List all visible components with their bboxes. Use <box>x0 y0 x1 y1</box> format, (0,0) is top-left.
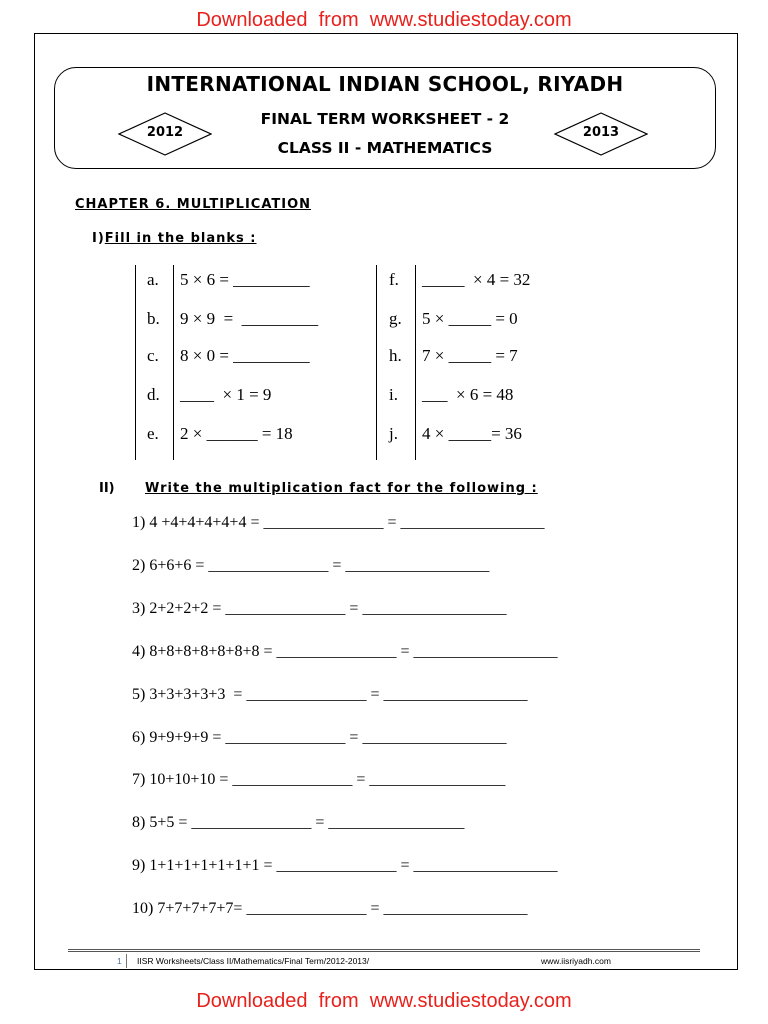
blank-label: c. <box>147 346 159 365</box>
blank-question: _____ × 4 = 32 <box>422 270 531 289</box>
fact-item: 6) 9+9+9+9 = _______________ = __________________ <box>132 729 507 746</box>
fact-item: 8) 5+5 = _______________ = _________________ <box>132 814 465 831</box>
blank-question: 9 × 9 = _________ <box>180 309 319 328</box>
blank-label: b. <box>147 309 160 328</box>
section1-heading <box>92 231 257 246</box>
blank-question: 7 × _____ = 7 <box>422 346 518 365</box>
year-right: 2013 <box>582 125 620 140</box>
fact-item: 4) 8+8+8+8+8+8+8 = _______________ = __________________ <box>132 643 558 660</box>
fact-item: 7) 10+10+10 = _______________ = _________________ <box>132 771 506 788</box>
fact-item: 1) 4 +4+4+4+4+4 = _______________ = __________________ <box>132 514 545 531</box>
table-line <box>173 265 174 460</box>
blank-question: 8 × 0 = _________ <box>180 346 310 365</box>
fact-item: 2) 6+6+6 = _______________ = __________________ <box>132 557 490 574</box>
fact-item: 10) 7+7+7+7+7= _______________ = __________________ <box>132 900 528 917</box>
blank-label: e. <box>147 424 159 443</box>
section2-number: II) <box>99 481 115 496</box>
section1-title: Fill in the blanks : <box>104 231 257 246</box>
blank-label: d. <box>147 385 160 404</box>
watermark-top: Downloaded from www.studiestoday.com <box>196 9 572 31</box>
table-line <box>376 265 377 460</box>
worksheet-title: FINAL TERM WORKSHEET - 2 <box>260 110 510 128</box>
table-line <box>135 265 136 460</box>
class-subject: CLASS II - MATHEMATICS <box>277 139 493 157</box>
blank-label: h. <box>389 346 402 365</box>
fact-item: 9) 1+1+1+1+1+1+1 = _______________ = __________________ <box>132 857 558 874</box>
blank-label: i. <box>389 385 398 404</box>
blank-label: j. <box>389 424 398 443</box>
page-number: 1 <box>117 956 122 966</box>
blank-question: 5 × _____ = 0 <box>422 309 518 328</box>
blank-question: 5 × 6 = _________ <box>180 270 310 289</box>
table-line <box>415 265 416 460</box>
fact-item: 5) 3+3+3+3+3 = _______________ = __________________ <box>132 686 528 703</box>
footer-rule <box>68 949 700 952</box>
blank-question: 4 × _____= 36 <box>422 424 522 443</box>
blank-label: f. <box>389 270 399 289</box>
section1-number: I) <box>92 231 105 246</box>
blank-question: ___ × 6 = 48 <box>422 385 514 404</box>
watermark-bottom: Downloaded from www.studiestoday.com <box>196 990 572 1012</box>
blank-question: ____ × 1 = 9 <box>180 385 272 404</box>
year-left: 2012 <box>146 125 184 140</box>
blank-label: g. <box>389 309 402 328</box>
chapter-heading: CHAPTER 6. MULTIPLICATION <box>75 197 312 212</box>
fact-item: 3) 2+2+2+2 = _______________ = __________________ <box>132 600 507 617</box>
footer-separator <box>126 954 127 968</box>
school-name: INTERNATIONAL INDIAN SCHOOL, RIYADH <box>146 72 624 96</box>
footer-site: www.iisriyadh.com <box>541 956 611 966</box>
footer-path: IISR Worksheets/Class II/Mathematics/Final Term/2012-2013/ <box>137 956 370 966</box>
blank-label: a. <box>147 270 159 289</box>
section2-title: Write the multiplication fact for the following : <box>145 481 538 496</box>
blank-question: 2 × ______ = 18 <box>180 424 293 443</box>
